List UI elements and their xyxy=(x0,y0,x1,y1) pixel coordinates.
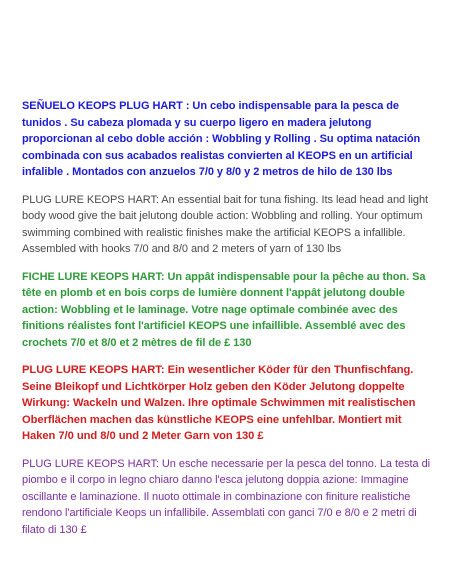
description-spanish: SEÑUELO KEOPS PLUG HART : Un cebo indispensable para la pesca de tunidos . Su cabeza plomada y su cuerpo ligero en madera jelutong proporcionan al cebo doble acción : Wobbling y Rolling . Su optima natación combinada con sus acabados realistas convierten al KEOPS en un artificial infalible . Montados con anzuelos 7/0 y 8/0 y 2 metros de hilo de 130 lbs xyxy=(22,100,421,178)
description-french: FICHE LURE KEOPS HART: Un appât indispensable pour la pêche au thon. Sa tête en plomb et en bois corps de lumière donnent l'appât jelutong double action: Wobbling et le laminage. Votre nage optimale combinée avec des finitions réalistes font l'artificiel KEOPS une infaillible. Assemblé avec des crochets 7/0 et 8/0 et 2 mètres de fil de £ 130 xyxy=(22,270,426,349)
description-italian: PLUG LURE KEOPS HART: Un esche necessarie per la pesca del tonno. La testa di piombo e il corpo in legno chiaro danno l'esca jelutong doppia azione: Immagine oscillante e laminazione. Il nuoto ottimale in combinazione con finiture realistiche rendono l'artificiale Keops un infallibile. Assemblati con ganci 7/0 e 8/0 e 2 metri di filato di 130 £ xyxy=(22,457,431,536)
description-english: PLUG LURE KEOPS HART: An essential bait for tuna fishing. Its lead head and light body wood give the bait jelutong double action: Wobbling and rolling. Your optimum swimming combined with realistic finishes make the artificial KEOPS a infallible. Assembled with hooks 7/0 and 8/0 and 2 meters of yarn of 130 lbs xyxy=(22,193,429,255)
description-german: PLUG LURE KEOPS HART: Ein wesentlicher Köder für den Thunfischfang. Seine Bleikopf und Lichtkörper Holz geben den Köder Jelutong doppelte Wirkung: Wackeln und Walzen. Ihre optimale Schwimmen mit realistischen Oberflächen machen das künstliche KEOPS eine unfehlbar. Montiert mit Haken 7/0 und 8/0 und 2 Meter Garn von 130 £ xyxy=(22,364,416,442)
product-description xyxy=(22,98,436,549)
